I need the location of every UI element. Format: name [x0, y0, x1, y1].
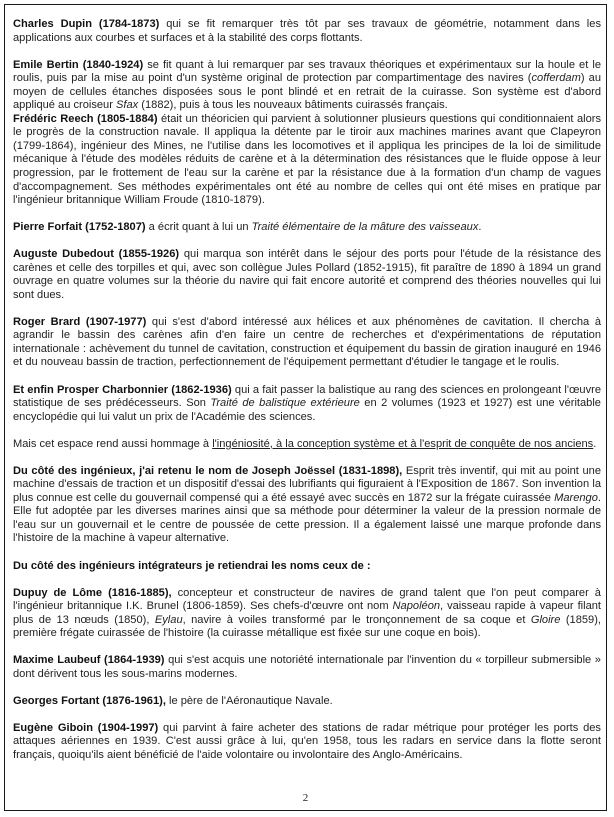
body-text: le père de l'Aéronautique Navale.: [165, 694, 333, 707]
body-text: .: [593, 437, 597, 450]
body-text: , navire à voiles transformé par le tronçonnement de sa coque et: [182, 613, 531, 626]
italic-title: Traité élémentaire de la mâture des vaisseaux: [251, 221, 479, 234]
italic-title: Eylau: [154, 613, 183, 626]
italic-title: cofferdam: [531, 72, 581, 85]
para-heading-integrateurs: [13, 560, 601, 574]
body-text: qui s'est acquis une notoriété internationale par l'invention du « torpilleur submersible » dont dérivent tous les sous-marins modernes.: [13, 654, 601, 680]
body-text: qui parvint à faire acheter des stations de radar métrique pour protéger les ports des attaques aériennes en 1939. C'est aussi grâce à lui, qu'en 1958, tous les radars en service dans la flotte seront français, quoiqu'ils aient bénéficié de l'aide volontaire ou involontaire des Anglo-Américains.: [13, 721, 601, 761]
body-text: était un théoricien qui parvient à solutionner plusieurs questions qui conditionnaient alors le progrès de la construction navale. Il appliqua la détente par le tiroir aux machines marines avant que Clapeyron (1799-1864), ingénieur des Mines, ne l'utilise dans les locomotives et il appliqua les principes de la loi de similitude mécanique à l'étude des modèles réduits de carène et à la détermination des résistances que le fluide oppose à leur progression, par le frottement de l'eau sur la carène et par la résistance due à la formation d'un champ de vagues d'accompagnement. Ses méthodes expérimentales ont été au nombre de celles qui ont été mises en pratique par l'ingénieur britannique William Froude (1810-1879).: [13, 112, 601, 207]
italic-title: Napoléon: [392, 600, 441, 613]
person-name: Du côté des ingénieux, j'ai retenu le nom de Joseph Joëssel (1831-1898),: [13, 464, 403, 477]
body-text: qui marqua son intérêt dans le séjour des ports pour l'étude de la résistance des carènes et celle des torpilles et qui, avec son collègue Jules Pollard (1852-1915), fit paraître de 1890 à 1894 un grand ouvrage en quatre volumes sur la théorie du navire qui fait encore autorité et comprend des théories nouvelles qui lui sont dues.: [13, 248, 601, 301]
body-text: , vaisseau rapide à vapeur filant plus de 13 nœuds (1850),: [13, 600, 602, 626]
body-text: . Elle fut adoptée par les diverses marines ainsi que sa méthode pour déterminer la valeur de la pression normale de l'eau sur un gouvernail et le centre de poussée de cette pression. Il a également laissé une marque profonde dans l'histoire de la machine à vapeur alternative.: [13, 491, 601, 545]
person-name: Et enfin Prosper Charbonnier (1862-1936): [13, 383, 232, 396]
body-text: en 2 volumes (1923 et 1927) est une véritable encyclopédie qui lui valut un prix de l'Académie des sciences.: [13, 397, 601, 423]
body-text: concepteur et constructeur de navires de grand talent que l'on peut comparer à l'ingénieur britannique I.K. Brunel (1806-1859). Ses chefs-d'œuvre ont nom: [13, 586, 601, 613]
body-text: qui se fit remarquer très tôt par ses travaux de géométrie, notamment dans les applications aux courbes et surfaces et à la stabilité des corps flottants.: [13, 18, 601, 44]
body-text: ) au moyen de cellules étanches disposées sous le pont blindé et en retrait de la cuirasse. Son système est d'abord appliqué au croiseur: [13, 72, 602, 112]
body-text: qui a fait passer la balistique au rang des sciences en prolongeant l'œuvre statistique de ses prédécesseurs. Son: [13, 383, 601, 410]
para-joseph-joessel: [13, 465, 601, 546]
para-auguste-dubedout: [13, 248, 601, 302]
para-roger-brard: [13, 316, 601, 370]
para-maxime-laubeuf: [13, 654, 601, 681]
para-eugene-giboin: [13, 722, 601, 763]
person-name: Pierre Forfait (1752-1807): [13, 221, 146, 234]
person-name: Du côté des ingénieurs intégrateurs je retiendrai les noms ceux de :: [13, 559, 371, 572]
page-number: 2: [302, 792, 309, 804]
body-text: qui s'est d'abord intéressé aux hélices et aux phénomènes de cavitation. Il chercha à agrandir le bassin des carènes afin d'en faire un centre de recherches et d'expérimentations de réputation internationale : achèvement du tunnel de cavitation, construction et équipement du bassin de giration inauguré en 1946 et du nouveau bassin de traction, perfectionnement de l'équipement permettant d'étudier le tangage et le roulis.: [13, 315, 601, 369]
body-text: Mais cet espace rend aussi hommage à: [13, 437, 213, 450]
para-pierre-forfait: [13, 221, 601, 235]
para-dupuy-de-lome: [13, 587, 601, 641]
document-body: [13, 18, 601, 776]
person-name: Eugène Giboin (1904-1997): [13, 721, 159, 734]
person-name: Maxime Laubeuf (1864-1939): [13, 654, 165, 667]
person-name: Dupuy de Lôme (1816-1885),: [13, 586, 172, 599]
italic-title: Marengo: [554, 491, 598, 504]
person-name: Georges Fortant (1876-1961),: [13, 694, 166, 707]
person-name: Charles Dupin (1784-1873): [13, 18, 160, 30]
person-name: Roger Brard (1907-1977): [13, 315, 147, 328]
person-name: Emile Bertin (1840-1924): [13, 58, 144, 71]
para-prosper-charbonnier: [13, 384, 601, 425]
document-page: [4, 4, 607, 811]
para-hommage: [13, 438, 601, 452]
italic-title: Gloire: [530, 613, 561, 626]
body-text: a écrit quant à lui un: [145, 221, 252, 234]
person-name: Auguste Dubedout (1855-1926): [13, 248, 180, 261]
para-emile-bertin: [13, 59, 601, 113]
underlined-text: l'ingéniosité, à la conception système et à l'esprit de conquête de nos anciens: [212, 437, 594, 450]
person-name: Frédéric Reech (1805-1884): [13, 112, 158, 125]
para-charles-dupin: [13, 18, 601, 45]
para-georges-fortant: [13, 695, 601, 709]
italic-title: Traité de balistique extérieure: [210, 397, 360, 410]
body-text: (1882), puis à tous les nouveaux bâtiments cuirassés français.: [138, 99, 448, 112]
body-text: Esprit très inventif, qui mit au point une machine d'essais de traction et un dispositif d'essai des lubrifiants qui figuraient à l'Exposition de 1867. Son invention la plus connue est celle du gouvernail compensé qui a été essayé avec succès en 1872 sur la frégate cuirassée: [13, 464, 601, 504]
body-text: se fit quant à lui remarquer par ses travaux théoriques et expérimentaux sur la houle et le roulis, puis par la mise au point d'un système original de protection par compartimentage des navires (: [13, 58, 601, 85]
body-text: .: [478, 221, 482, 234]
italic-title: Sfax: [116, 99, 139, 112]
body-text: (1859), première frégate cuirassée de l'histoire (la cuirasse métallique est fixée sur une coque en bois).: [13, 613, 602, 640]
para-frederic-reech: [13, 113, 601, 208]
